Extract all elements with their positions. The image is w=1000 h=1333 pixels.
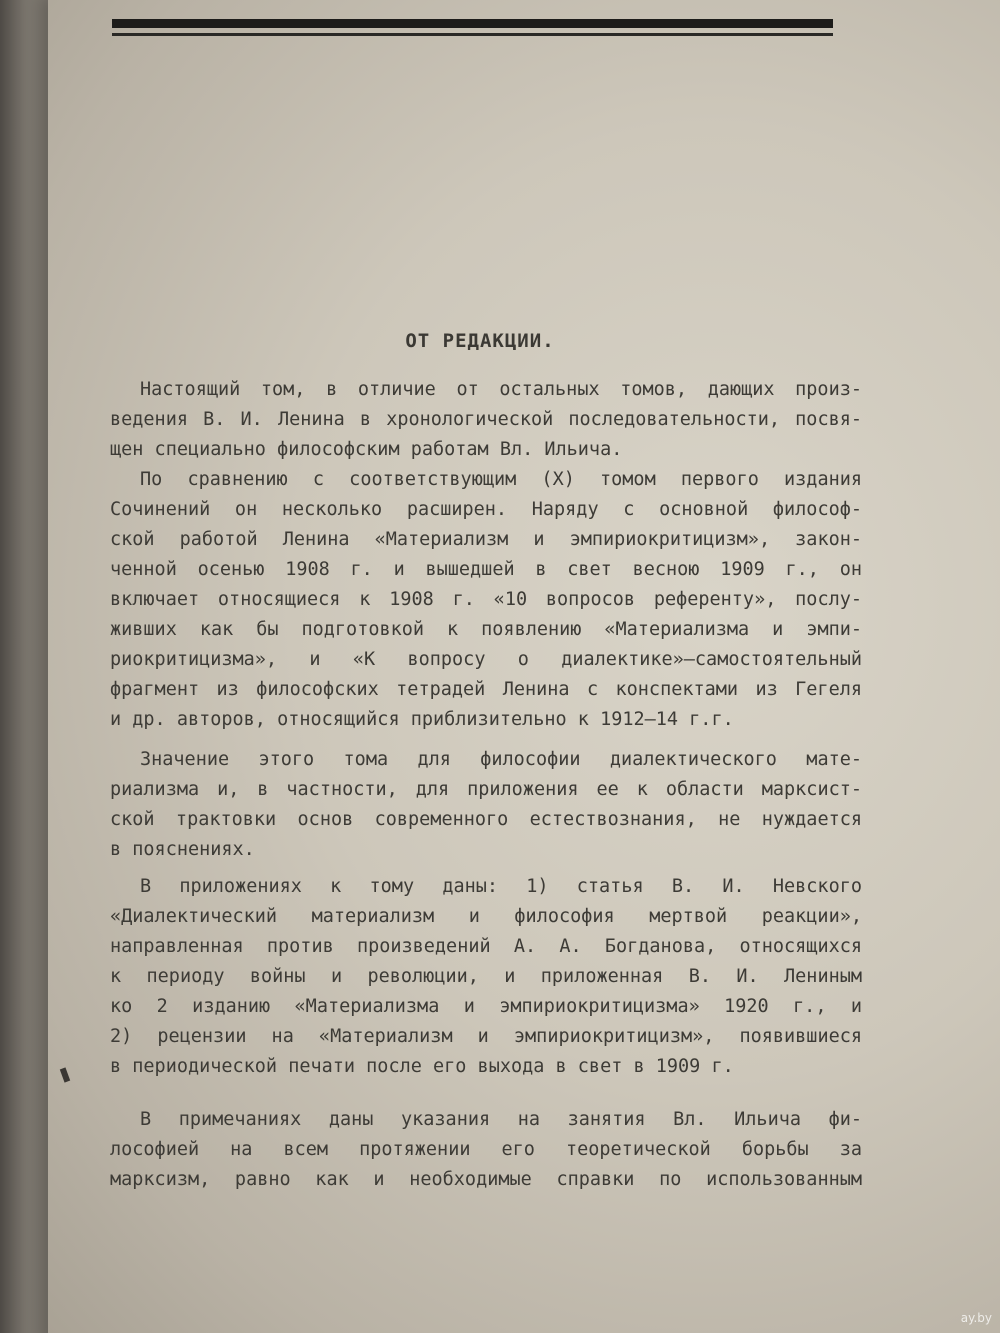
text-line: риокритицизма», и «К вопросу о диалектике»—самостоятельный	[110, 649, 862, 670]
paragraph-1	[110, 375, 862, 465]
text-line: «Диалектический материализм и философия мертвой реакции»,	[110, 906, 862, 927]
page-heading: ОТ РЕДАКЦИИ.	[405, 330, 555, 352]
text-line: фрагмент из философских тетрадей Ленина с конспектами из Гегеля	[110, 679, 862, 700]
paragraph-2	[110, 465, 862, 735]
text-line: живших как бы подготовкой к появлению «Материализма и эмпи-	[110, 619, 862, 640]
text-line: в периодической печати после его выхода в свет в 1909 г.	[110, 1056, 734, 1077]
text-line: В приложениях к тому даны: 1) статья В. И. Невского	[140, 876, 862, 897]
text-line: и др. авторов, относящийся приблизительно к 1912—14 г.г.	[110, 709, 734, 730]
header-rule-thick	[112, 19, 833, 28]
text-line: Сочинений он несколько расширен. Наряду с основной философ-	[110, 499, 862, 520]
text-line: Значение этого тома для философии диалектического мате-	[140, 749, 862, 770]
text-line: марксизм, равно как и необходимые справки по использованным	[110, 1169, 862, 1190]
text-line: ченной осенью 1908 г. и вышедшей в свет весною 1909 г., он	[110, 559, 862, 580]
text-line: включает относящиеся к 1908 г. «10 вопросов референту», послу-	[110, 589, 862, 610]
paragraph-4	[110, 872, 862, 1082]
text-line: щен специально философским работам Вл. Ильича.	[110, 439, 623, 460]
site-watermark: ay.by	[960, 1311, 992, 1325]
text-line: В примечаниях даны указания на занятия Вл. Ильича фи-	[140, 1109, 862, 1130]
text-line: направленная против произведений А. А. Богданова, относящихся	[110, 936, 862, 957]
text-line: Настоящий том, в отличие от остальных томов, дающих произ-	[140, 379, 862, 400]
text-line: риализма и, в частности, для приложения ее к области марксист-	[110, 779, 862, 800]
text-line: По сравнению с соответствующим (X) томом первого издания	[140, 469, 862, 490]
text-line: ведения В. И. Ленина в хронологической последовательности, посвя-	[110, 409, 862, 430]
text-line: в пояснениях.	[110, 839, 255, 860]
paragraph-5	[110, 1105, 862, 1195]
text-line: ской трактовки основ современного естествознания, не нуждается	[110, 809, 862, 830]
text-line: 2) рецензии на «Материализм и эмпириокритицизм», появившиеся	[110, 1026, 862, 1047]
header-rule-thin	[112, 33, 833, 36]
text-line: лософией на всем протяжении его теоретической борьбы за	[110, 1139, 862, 1160]
text-line: к периоду войны и революции, и приложенная В. И. Лениным	[110, 966, 862, 987]
text-line: ской работой Ленина «Материализм и эмпириокритицизм», закон-	[110, 529, 862, 550]
paragraph-3	[110, 745, 862, 865]
text-line: ко 2 изданию «Материализма и эмпириокритицизма» 1920 г., и	[110, 996, 862, 1017]
